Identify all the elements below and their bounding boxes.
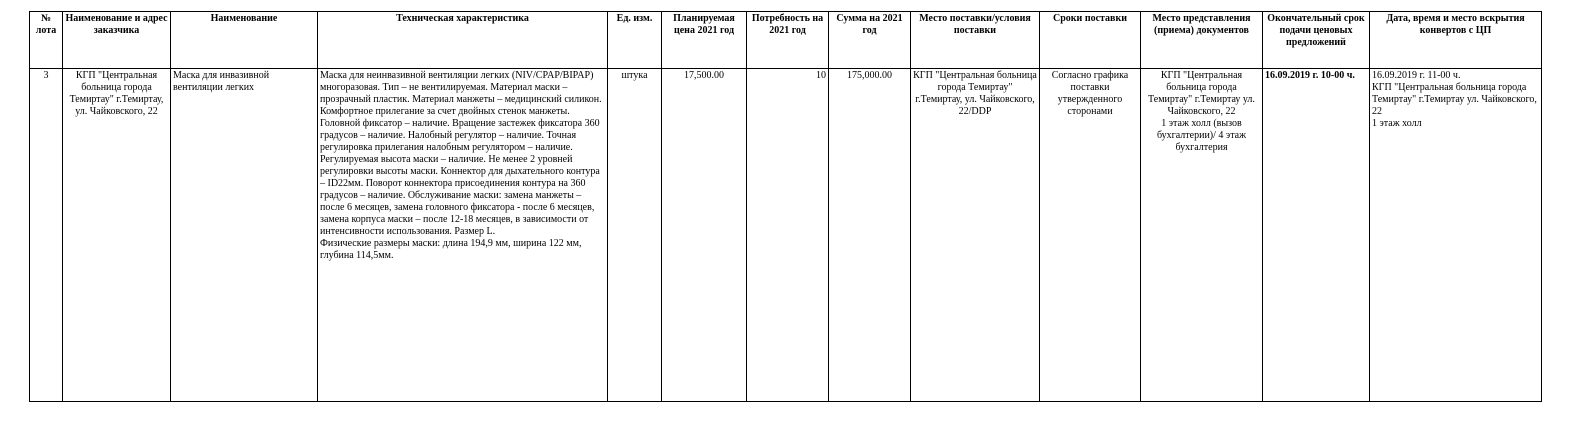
header-opening: Дата, время и место вскрытия конвертов с ЦП	[1370, 12, 1542, 69]
cell-deadline: 16.09.2019 г. 10-00 ч.	[1263, 69, 1370, 402]
header-planned-price: Планируемая цена 2021 год	[662, 12, 747, 69]
header-deadline: Окончательный срок подачи ценовых предложений	[1263, 12, 1370, 69]
header-unit: Ед. изм.	[608, 12, 662, 69]
procurement-table	[29, 11, 1542, 402]
cell-delivery-terms: Согласно графика поставки утвержденного сторонами	[1040, 69, 1141, 402]
cell-planned-price: 17,500.00	[662, 69, 747, 402]
header-delivery-place: Место поставки/условия поставки	[911, 12, 1040, 69]
header-spec: Техническая характеристика	[318, 12, 608, 69]
table-row	[30, 69, 1542, 402]
header-sum: Сумма на 2021 год	[829, 12, 911, 69]
cell-sum: 175,000.00	[829, 69, 911, 402]
cell-opening: 16.09.2019 г. 11-00 ч. КГП "Центральная больница города Темиртау" г.Темиртау ул. Чайковского, 22 1 этаж холл	[1370, 69, 1542, 402]
cell-spec: Маска для неинвазивной вентиляции легких (NIV/CPAP/BIPAP) многоразовая. Тип – не вентилируемая. Материал маски – прозрачный пластик. Материал манжеты – медицинский силикон. Комфортное прилегание за счет двойных стенок манжеты. Головной фиксатор – наличие. Вращение застежек фиксатора 360 градусов – наличие. Налобный регулятор – наличие. Точная регулировка прилегания налобным регулятором – наличие. Регулируемая высота маски – наличие. Не менее 2 уровней регулировки высоты маски. Коннектор для дыхательного контура – ID22мм. Поворот коннектора присоединения контура на 360 градусов – наличие. Обслуживание маски: замена манжеты – после 6 месяцев, замена головного фиксатора - после 6 месяцев, замена корпуса маски – после 12-18 месяцев, в зависимости от интенсивности использования. Размер L. Физические размеры маски: длина 194,9 мм, ширина 122 мм, глубина 114,5мм.	[318, 69, 608, 402]
cell-quantity: 10	[747, 69, 829, 402]
header-delivery-terms: Сроки поставки	[1040, 12, 1141, 69]
cell-delivery-place: КГП "Центральная больница города Темиртау" г.Темиртау, ул. Чайковского, 22/DDP	[911, 69, 1040, 402]
cell-customer: КГП "Центральная больница города Темиртау" г.Темиртау, ул. Чайковского, 22	[63, 69, 171, 402]
header-quantity: Потребность на 2021 год	[747, 12, 829, 69]
cell-docs-place: КГП "Центральная больница города Темиртау" г.Темиртау ул. Чайковского, 22 1 этаж холл (вызов бухгалтерии)/ 4 этаж бухгалтерия	[1141, 69, 1263, 402]
cell-item-name: Маска для инвазивной вентиляции легких	[171, 69, 318, 402]
header-row	[30, 12, 1542, 69]
cell-unit: штука	[608, 69, 662, 402]
cell-lot-no: 3	[30, 69, 63, 402]
header-lot-no: № лота	[30, 12, 63, 69]
header-item-name: Наименование	[171, 12, 318, 69]
header-docs-place: Место представления (приема) документов	[1141, 12, 1263, 69]
header-customer: Наименование и адрес заказчика	[63, 12, 171, 69]
